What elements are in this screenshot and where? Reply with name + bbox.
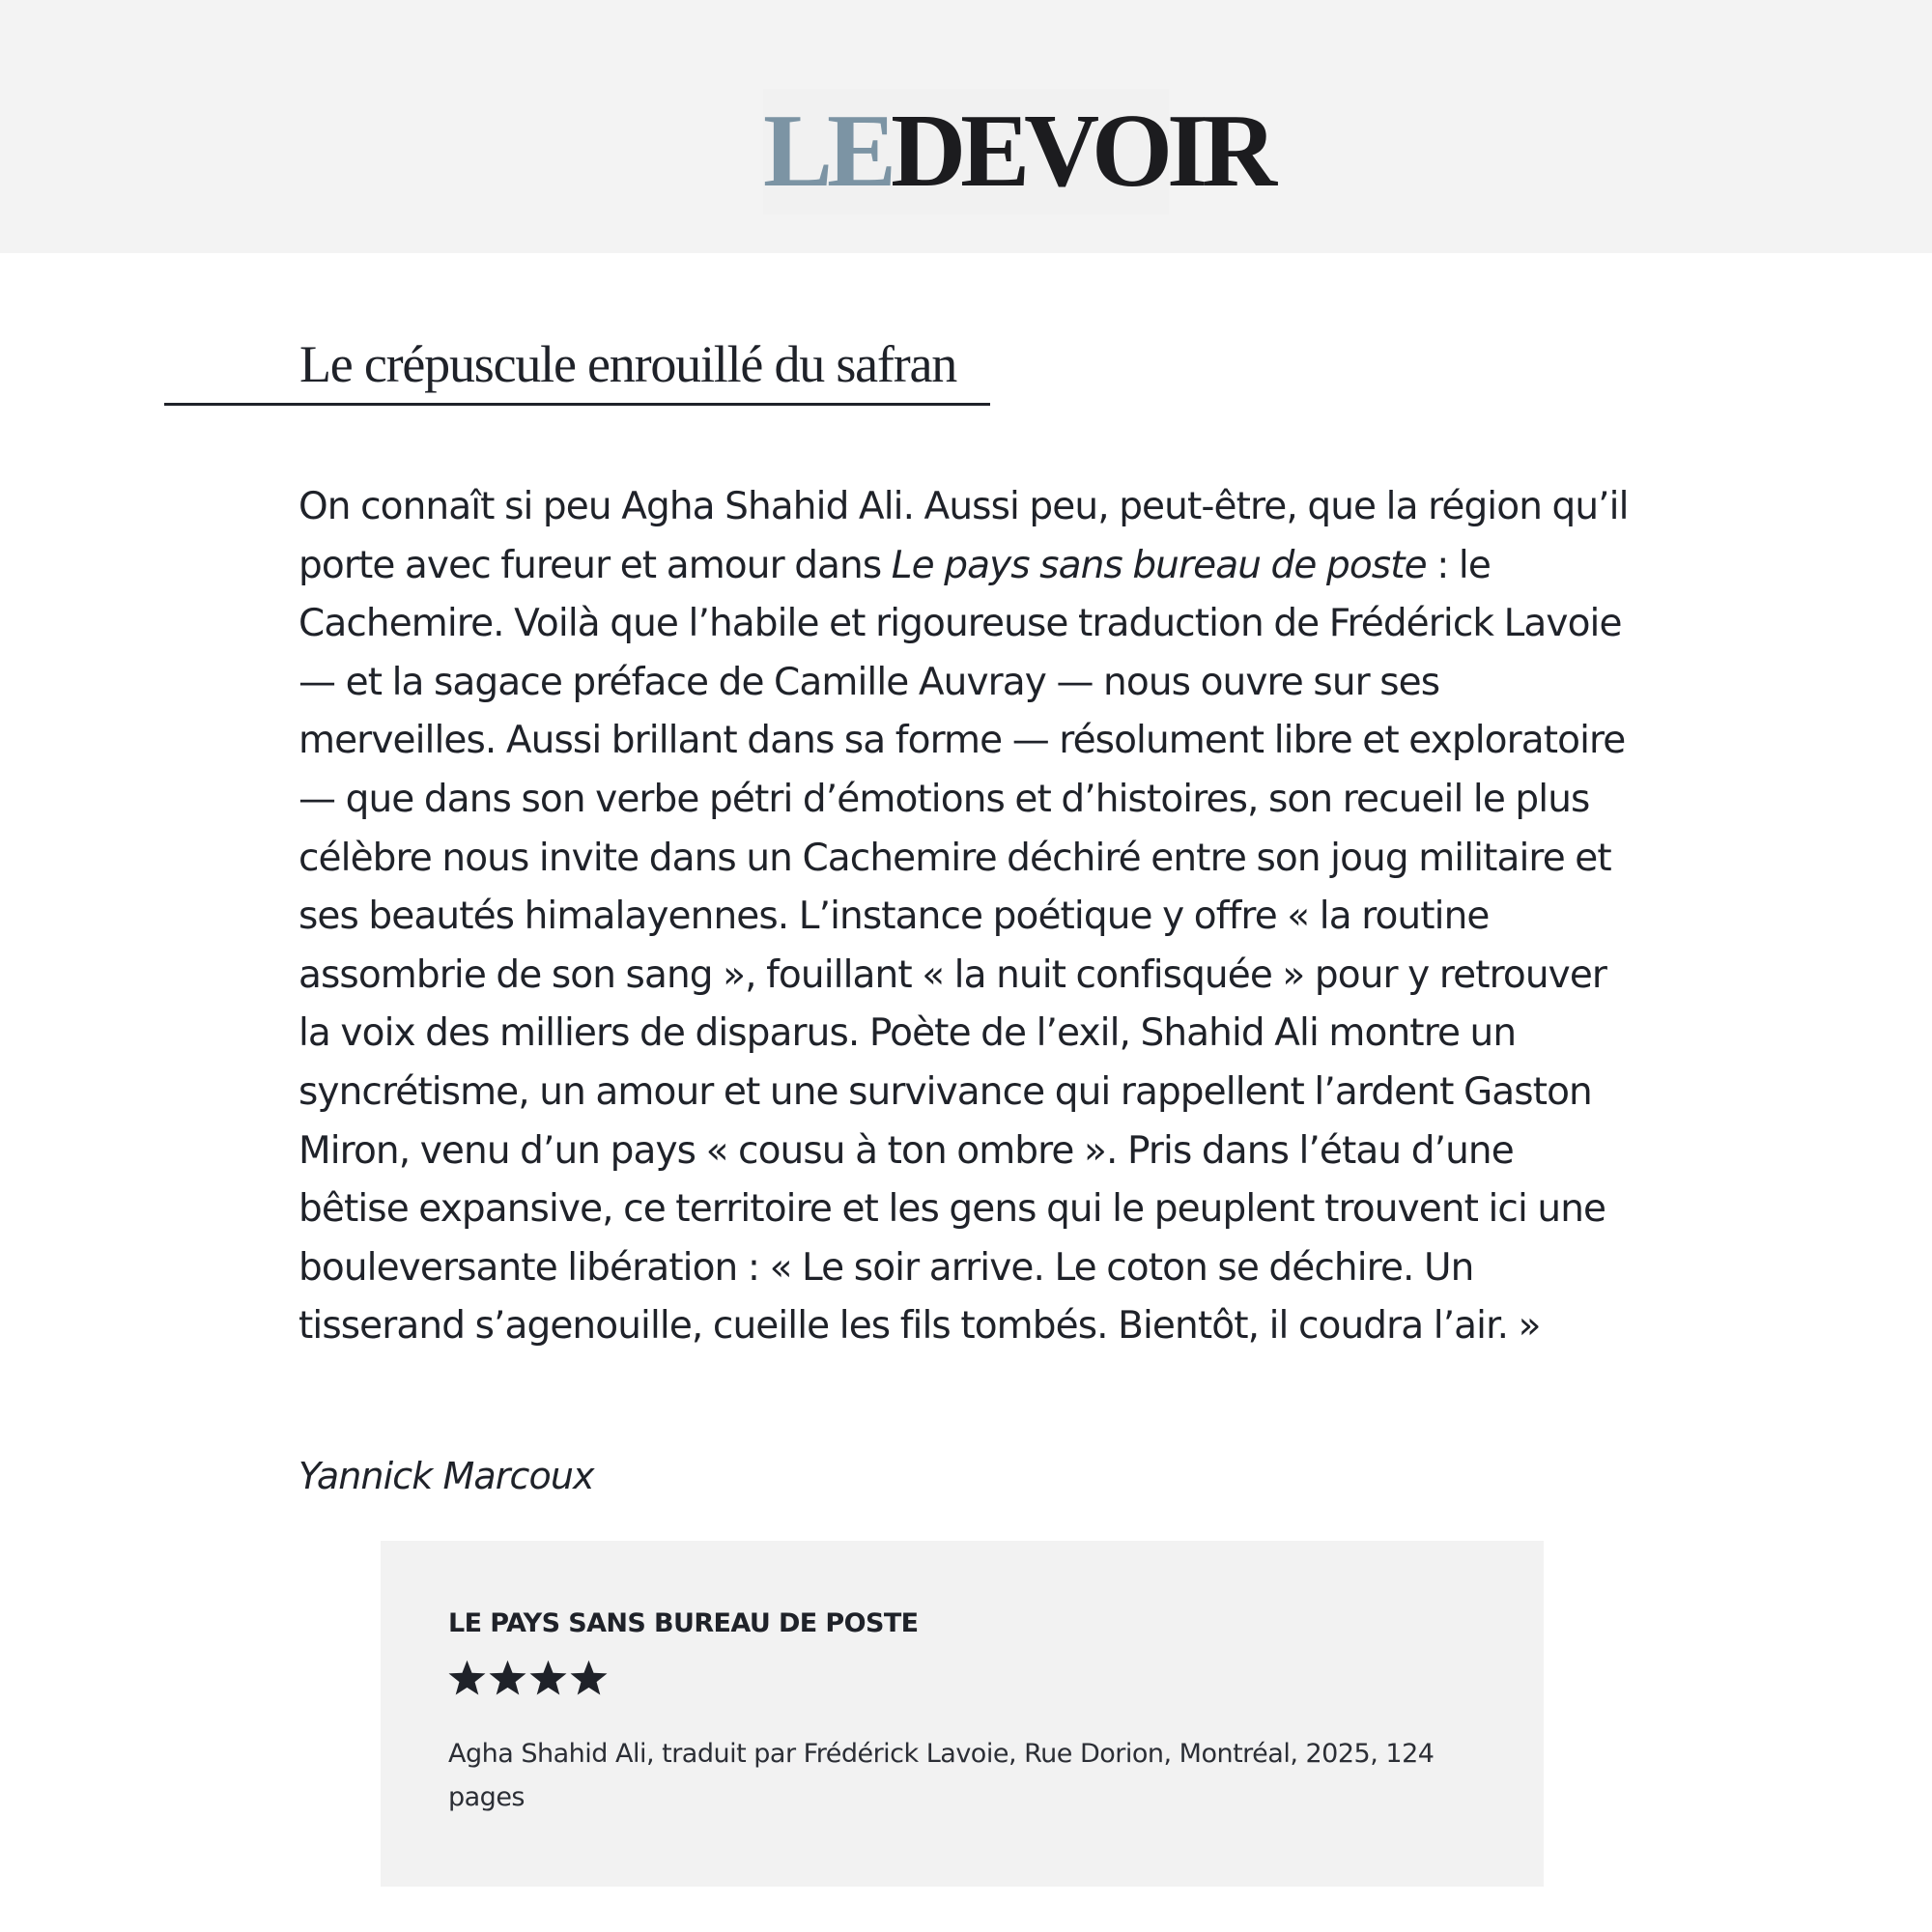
article-author: Yannick Marcoux — [298, 1455, 594, 1497]
book-info-card — [381, 1541, 1544, 1887]
star-icon — [568, 1655, 610, 1701]
article-title-rule — [164, 333, 990, 406]
book-title: LE PAYS SANS BUREAU DE POSTE — [448, 1608, 919, 1638]
article-body-part2: : le Cachemire. Voilà que l’habile et rigoureuse traduction de Frédérick Lavoie — et la sagace préface de Camille Auvray — nous ouvre sur ses merveilles. Aussi brillant dans sa forme — résolument libre et exploratoire — que dans son verbe pétri d’émotions et d’histoires, son recueil le plus célèbre nous invite dans un Cachemire déchiré entre son joug militaire et ses beautés himalayennes. L’instance poétique y offre « la routine assombrie de son sang », fouillant « la nuit confisquée » pour y retrouver la voix des milliers de disparus. Poète de l’exil, Shahid Ali montre un syncrétisme, un amour et une survivance qui rappellent l’ardent Gaston Miron, venu d’un pays « cousu à ton ombre ». Pris dans l’étau d’une bêtise expansive, ce territoire et les gens qui le peuplent trouvent ici une bouleversante libération : « Le soir arrive. Le coton se déchire. Un tisserand s’agenouille, cueille les fils tombés. Bientôt, il coudra l’air. » — [298, 543, 1626, 1349]
article-body-book-title: Le pays sans bureau de poste — [891, 543, 1427, 587]
masthead — [0, 0, 1932, 253]
star-icon — [487, 1655, 528, 1701]
article-title: Le crépuscule enrouillé du safran — [299, 335, 957, 393]
star-rating — [446, 1655, 609, 1713]
logo-devoir-text: DEVOIR — [891, 94, 1271, 209]
article-body — [298, 478, 1632, 1356]
star-icon — [446, 1655, 488, 1701]
book-details: Agha Shahid Ali, traduit par Frédérick Lavoie, Rue Dorion, Montréal, 2025, 124 pages — [448, 1739, 1435, 1812]
star-icon — [527, 1655, 569, 1701]
logo-le-text: LE — [763, 94, 892, 209]
le-devoir-logo[interactable] — [763, 89, 1271, 214]
article-body-part1: On connaît si peu Agha Shahid Ali. Aussi peu, peut-être, que la région qu’il porte avec fureur et amour dans — [298, 485, 1629, 587]
